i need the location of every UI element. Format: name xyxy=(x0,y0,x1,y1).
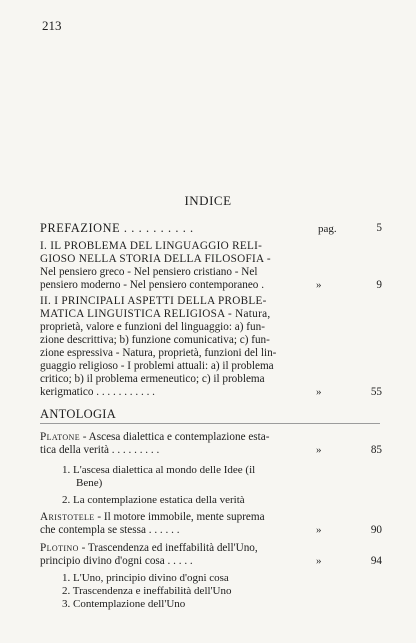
entry-line: guaggio religioso - I problemi attuali: a) il problema xyxy=(40,360,274,372)
page-ref: 94 xyxy=(370,555,382,567)
ditto-mark: » xyxy=(316,555,322,567)
toc-entry-platone xyxy=(40,431,310,457)
page-ref: 5 xyxy=(376,222,382,234)
page-ref: 90 xyxy=(370,524,382,536)
entry-text: - Il motore immobile, mente suprema xyxy=(94,511,265,523)
entry-line: critico; b) il problema ermeneutico; c) il problema xyxy=(40,373,265,385)
subentry-line: 1. L'ascesa dialettica al mondo delle Idee (il xyxy=(62,464,256,476)
entry-line: principio divino d'ogni cosa . . . . . xyxy=(40,555,193,567)
entry-line: II. I PRINCIPALI ASPETTI DELLA PROBLE- xyxy=(40,295,267,307)
entry-line: che contempla se stessa . . . . . . xyxy=(40,524,180,536)
ditto-mark: » xyxy=(316,524,322,536)
entry-line: PREFAZIONE . . . . . . . . . . xyxy=(40,222,194,235)
ditto-mark: » xyxy=(316,386,322,398)
subentry-line: 3. Contemplazione dell'Uno xyxy=(62,598,186,610)
ditto-mark: » xyxy=(316,444,322,456)
page-ref: 55 xyxy=(370,386,382,398)
entry-line: GIOSO NELLA STORIA DELLA FILOSOFIA - xyxy=(40,253,271,265)
entry-line xyxy=(40,431,310,444)
author-name: Plotino xyxy=(40,542,79,554)
toc-entry-chapter-1 xyxy=(40,240,310,292)
subentries-plotino xyxy=(62,572,322,611)
entry-line: Nel pensiero greco - Nel pensiero cristiano - Nel xyxy=(40,266,258,278)
entry-line: zione espressiva - Natura, proprietà, funzioni del lin- xyxy=(40,347,277,359)
entry-line: MATICA LINGUISTICA RELIGIOSA - Natura, xyxy=(40,308,271,320)
entry-text: - Trascendenza ed ineffabilità dell'Uno, xyxy=(78,542,258,554)
entry-line: tica della verità . . . . . . . . . xyxy=(40,444,160,456)
page-number: 213 xyxy=(42,18,62,33)
page-ref: 9 xyxy=(376,279,382,291)
toc-entry-prefazione xyxy=(40,222,310,235)
subentry-line: 2. La contemplazione estatica della verità xyxy=(62,494,245,506)
subentry-line: 2. Trascendenza e ineffabilità dell'Uno xyxy=(62,585,232,597)
toc-entry-chapter-2 xyxy=(40,295,310,399)
entry-line: proprietà, valore e funzioni del linguaggio: a) fun- xyxy=(40,321,265,333)
toc-entry-plotino xyxy=(40,542,310,568)
pag-label: pag. xyxy=(318,223,337,235)
subentry-line: Bene) xyxy=(76,477,103,489)
page-ref: 85 xyxy=(370,444,382,456)
entry-line: I. IL PROBLEMA DEL LINGUAGGIO RELI- xyxy=(40,240,263,252)
entry-line: kerigmatico . . . . . . . . . . . xyxy=(40,386,155,398)
entry-line xyxy=(40,511,310,524)
entry-line: zione descrittiva; b) funzione comunicativa; c) fun- xyxy=(40,334,270,346)
divider xyxy=(40,423,380,424)
section-heading-antologia: ANTOLOGIA xyxy=(40,407,117,421)
subentry-line: 1. L'Uno, principio divino d'ogni cosa xyxy=(62,572,229,584)
author-name: Platone xyxy=(40,431,80,443)
entry-text: - Ascesa dialettica e contemplazione esta- xyxy=(79,431,270,443)
entry-line xyxy=(40,542,310,555)
entry-line: pensiero moderno - Nel pensiero contemporaneo . xyxy=(40,279,264,291)
toc-entry-aristotele xyxy=(40,511,310,537)
subentries-platone xyxy=(62,464,322,507)
author-name: Aristotele xyxy=(40,511,95,523)
ditto-mark: » xyxy=(316,279,322,291)
index-title: INDICE xyxy=(184,193,232,208)
